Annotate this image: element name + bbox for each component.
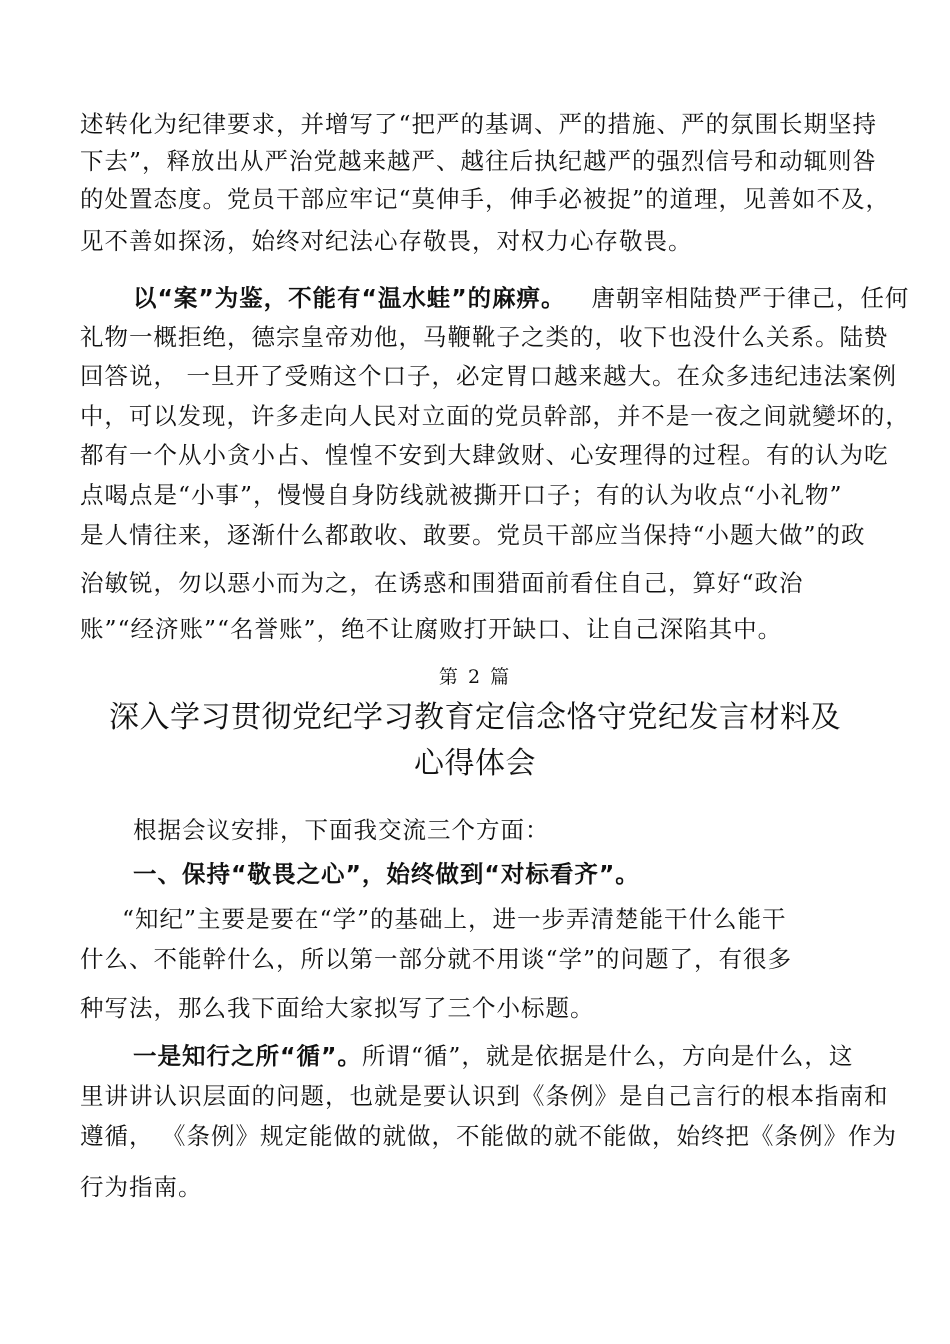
section-heading: 一、保持“敬畏之心”，始终做到“对标看齐”。 [133, 860, 640, 888]
paragraph-first-line [133, 283, 909, 313]
paragraph-line: 都有一个从小贪小占、惶惶不安到大肆敛财、心安理得的过程。有的认为吃 [80, 441, 889, 469]
paragraph-line: 是人情往来，逐渐什么都敢收、敢要。党员干部应当保持“小题大做”的政 [80, 521, 866, 549]
paragraph-line: 种写法，那么我下面给大家拟写了三个小标题。 [80, 994, 595, 1022]
section-label: 第 2 篇 [438, 666, 512, 688]
paragraph-heading: 以“案”为鉴，不能有“温水蛙”的麻痹。 [133, 284, 566, 312]
paragraph-line: 账”“经济账”“名誉账”，绝不让腐败打开缺口、让自己深陷其中。 [80, 615, 783, 643]
paragraph-line: 点喝点是“小事”，慢慢自身防线就被撕开口子；有的认为收点“小礼物” [80, 481, 843, 509]
document-title: 深入学习贯彻党纪学习教育定信念恪守党纪发言材料及 [109, 700, 841, 735]
paragraph-line: 中，可以发现，许多走向人民对立面的党员幹部，并不是一夜之间就變坏的， [80, 402, 910, 430]
paragraph-text: 所谓“循”，就是依据是什么，方向是什么，这 [361, 1042, 854, 1070]
paragraph-line: 的处置态度。党员干部应牢记“莫伸手，伸手必被捉”的道理，见善如不及， [80, 185, 891, 213]
paragraph-line: 见不善如探汤，始终对纪法心存敬畏，对权力心存敬畏。 [80, 227, 693, 255]
subsection-heading: 一是知行之所“循”。 [133, 1042, 362, 1070]
paragraph-line: 治敏锐，勿以惡小而为之，在诱惑和围猎面前看住自己，算好“政治 [80, 569, 804, 597]
subsection-first-line [133, 1041, 853, 1071]
intro-text: 根据会议安排，下面我交流三个方面： [133, 816, 550, 844]
paragraph-line: 回答说， 一旦开了受贿这个口子，必定胃口越来越大。在众多违纪违法案例 [80, 362, 897, 390]
paragraph-line: 遵循， 《条例》规定能做的就做，不能做的就不能做，始终把《条例》作为 [80, 1122, 897, 1150]
paragraph-line: 里讲讲认识层面的问题，也就是要认识到《条例》是自己言行的根本指南和 [80, 1082, 889, 1110]
paragraph-text: 唐朝宰相陆贽严于律己，任何 [591, 284, 910, 312]
document-title-continued: 心得体会 [414, 746, 536, 781]
paragraph-line: 礼物一概拒绝，德宗皇帝劝他，马鞭靴子之类的，收下也没什么关系。陆贽 [80, 323, 889, 351]
paragraph-line: 行为指南。 [80, 1173, 203, 1201]
paragraph-line: 什么、不能幹什么，所以第一部分就不用谈“学”的问题了，有很多 [80, 945, 793, 973]
paragraph-line: 述转化为纪律要求，并增写了“把严的基调、严的措施、严的氛围长期坚持 [80, 110, 878, 138]
paragraph-line: 下去”，释放出从严治党越来越严、越往后执纪越严的强烈信号和动辄则咎 [80, 147, 878, 175]
paragraph-line: “知纪”主要是要在“学”的基础上，进一步弄清楚能干什么能干 [122, 905, 787, 933]
